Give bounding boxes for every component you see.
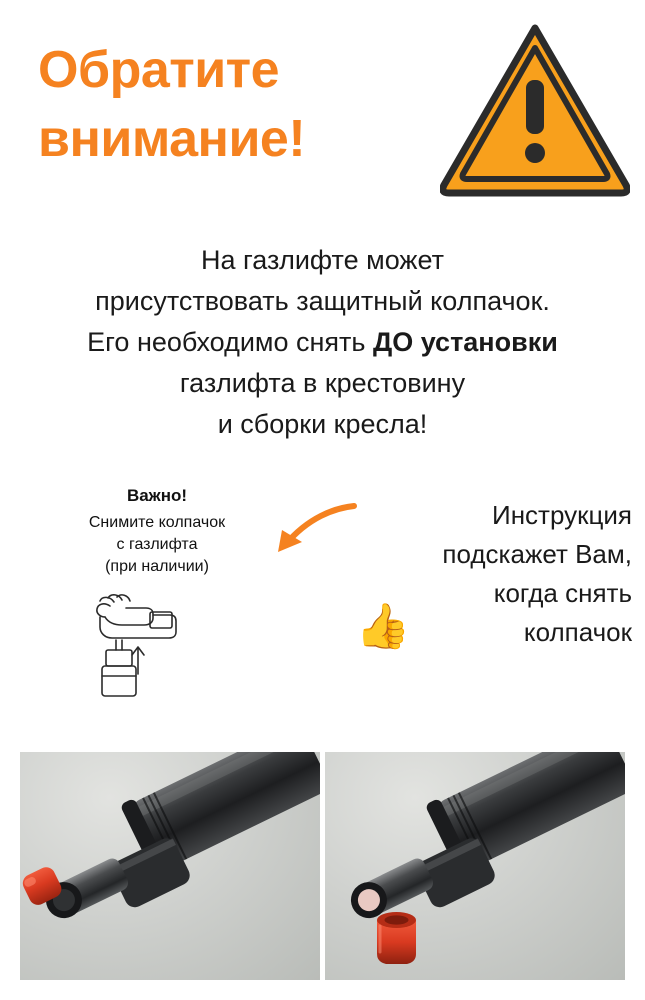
gaslift-without-cap-photo [325, 752, 625, 980]
instruction-line-4: колпачок [523, 617, 632, 647]
lead-line-3-plain: Его необходимо снять [87, 327, 373, 358]
page-title-line-2: внимание! [38, 109, 306, 168]
lead-line-3-strong: ДО установки [372, 327, 558, 358]
instruction-line-2: подскажет Вам, [442, 539, 632, 569]
thumbs-up-icon: 👍 [355, 602, 411, 651]
lead-line-4: газлифта в крестовину [179, 368, 466, 399]
warning-triangle-exclamation-icon [440, 22, 630, 197]
lead-line-3 [12, 322, 633, 363]
note-line-2: с газлифта [116, 536, 198, 554]
lead-paragraph [12, 240, 633, 445]
gaslift-illustration [20, 752, 320, 980]
page-title [38, 36, 458, 173]
header-section [0, 0, 645, 220]
note-line-1: Снимите колпачок [88, 514, 226, 531]
important-note [52, 486, 262, 703]
removed-cap [377, 912, 416, 964]
photo-strip [20, 752, 625, 980]
curved-arrow-left-icon [268, 500, 358, 560]
note-title: Важно! [126, 486, 188, 505]
gaslift-illustration [325, 752, 625, 980]
middle-section [0, 478, 645, 738]
gaslift-with-red-cap-photo [20, 752, 320, 980]
instruction-line-1: Инструкция [492, 500, 632, 530]
lead-line-2: присутствовать защитный колпачок. [95, 286, 550, 317]
lead-line-1: На газлифте может [201, 245, 444, 275]
hand-removing-cap-from-gaslift-icon [52, 588, 262, 703]
page-title-line-1: Обратите [38, 41, 280, 99]
lead-line-5: и сборки кресла! [217, 409, 428, 440]
instruction-line-3: когда снять [493, 578, 632, 608]
note-line-3: (при наличии) [105, 558, 209, 576]
